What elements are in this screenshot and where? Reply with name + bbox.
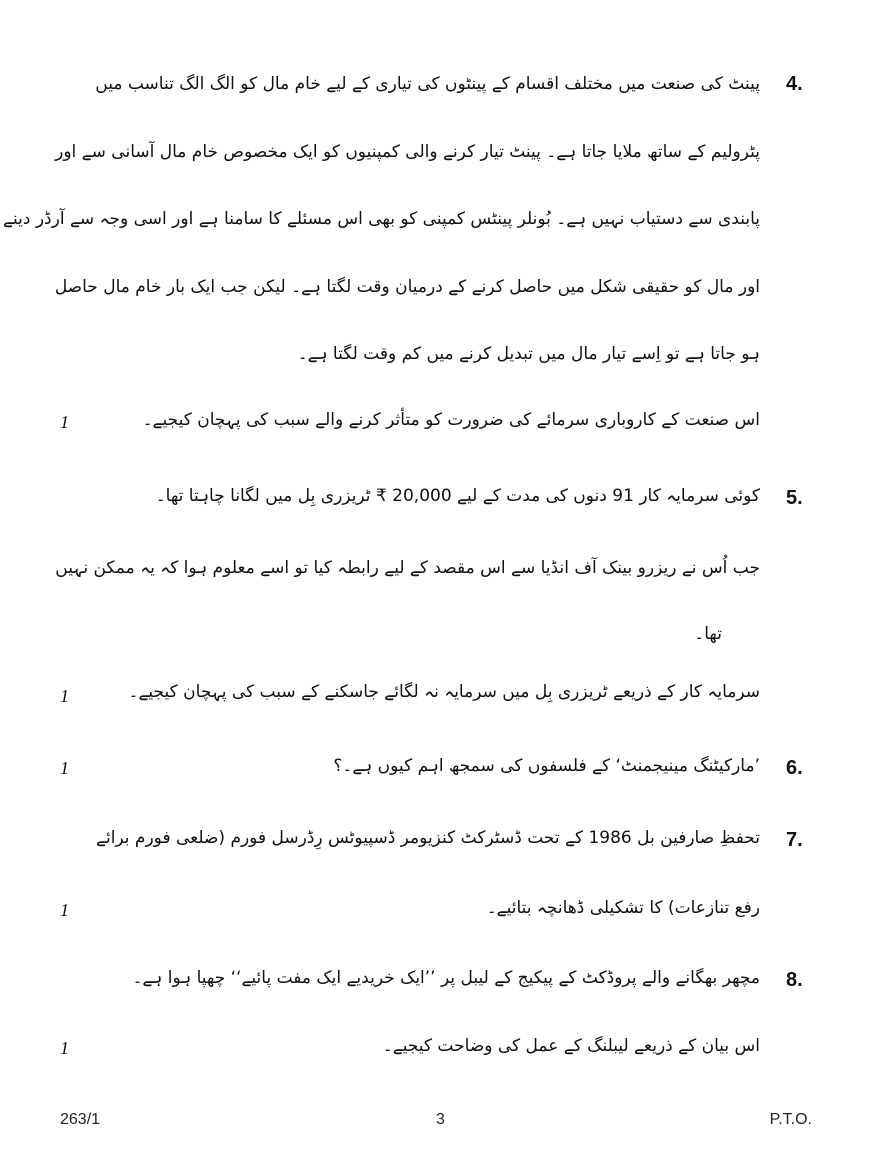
question-text-line: اور مال کو حقیقی شکل میں حاصل کرنے کے درمیان وقت لگتا ہے۔ لیکن جب ایک بار خام مال حاصل — [54, 277, 760, 297]
marks-value: 1 — [60, 412, 69, 432]
question-text-line: جب اُس نے ریزرو بینک آف انڈیا سے اس مقصد کے لیے رابطہ کیا تو اسے معلوم ہوا کہ یہ ممکن نہیں — [55, 558, 760, 578]
question-text-line: ہو جاتا ہے تو اِسے تیار مال میں تبدیل کرنے میں کم وقت لگتا ہے۔ — [297, 344, 760, 364]
question-number: 5. — [786, 487, 803, 509]
question-text-line: پینٹ کی صنعت میں مختلف اقسام کے پینٹوں کی تیاری کے لیے خام مال کو الگ الگ تناسب میں — [95, 74, 760, 94]
question-text-line: مچھر بھگانے والے پروڈکٹ کے پیکیج کے لیبل پر ’’ایک خریدیے ایک مفت پائیے‘‘ چھپا ہوا ہے۔ — [132, 968, 760, 988]
question-number: 6. — [786, 757, 803, 779]
question-prompt: اس بیان کے ذریعے لیبلنگ کے عمل کی وضاحت کیجیے۔ — [382, 1036, 760, 1056]
paper-code: 263/1 — [60, 1111, 101, 1128]
marks-value: 1 — [60, 1038, 69, 1058]
question-prompt: سرمایہ کار کے ذریعے ٹریزری بِل میں سرمایہ نہ لگائے جاسکنے کے سبب کی پہچان کیجیے۔ — [128, 682, 760, 702]
question-text-line: کوئی سرمایہ کار 91 دنوں کی مدت کے لیے 20,000 ₹ ٹریزری بِل میں لگانا چاہتا تھا۔ — [155, 486, 760, 506]
marks-value: 1 — [60, 758, 69, 778]
marks-value: 1 — [60, 900, 69, 920]
question-number: 7. — [786, 829, 803, 851]
question-prompt: اس صنعت کے کاروباری سرمائے کی ضرورت کو متأثر کرنے والے سبب کی پہچان کیجیے۔ — [142, 410, 760, 430]
question-prompt: رفع تنازعات) کا تشکیلی ڈھانچہ بتائیے۔ — [486, 898, 760, 918]
marks-value: 1 — [60, 686, 69, 706]
pto-label: P.T.O. — [769, 1111, 812, 1128]
page-number: 3 — [436, 1111, 445, 1128]
question-prompt: ’مارکیٹنگ مینیجمنٹ‘ کے فلسفوں کی سمجھ اہم کیوں ہے۔؟ — [333, 756, 760, 776]
question-text-line: تھا۔ — [694, 624, 722, 644]
question-number: 8. — [786, 969, 803, 991]
question-number: 4. — [786, 73, 803, 95]
question-text-line: پٹرولیم کے ساتھ ملایا جاتا ہے۔ پینٹ تیار کرنے والی کمپنیوں کو ایک مخصوص خام مال آسانی سے اور — [55, 142, 760, 162]
question-text-line: پابندی سے دستیاب نہیں ہے۔ بُونلر پینٹس کمپنی کو بھی اس مسئلے کا سامنا ہے اور اسی وجہ سے آرڈر دینے — [3, 209, 760, 229]
question-text-line: تحفظِ صارفین بل 1986 کے تحت ڈسٹرکٹ کنزیومر ڈسپیوٹس رِڈرسل فورم (ضلعی فورم برائے — [96, 828, 760, 848]
